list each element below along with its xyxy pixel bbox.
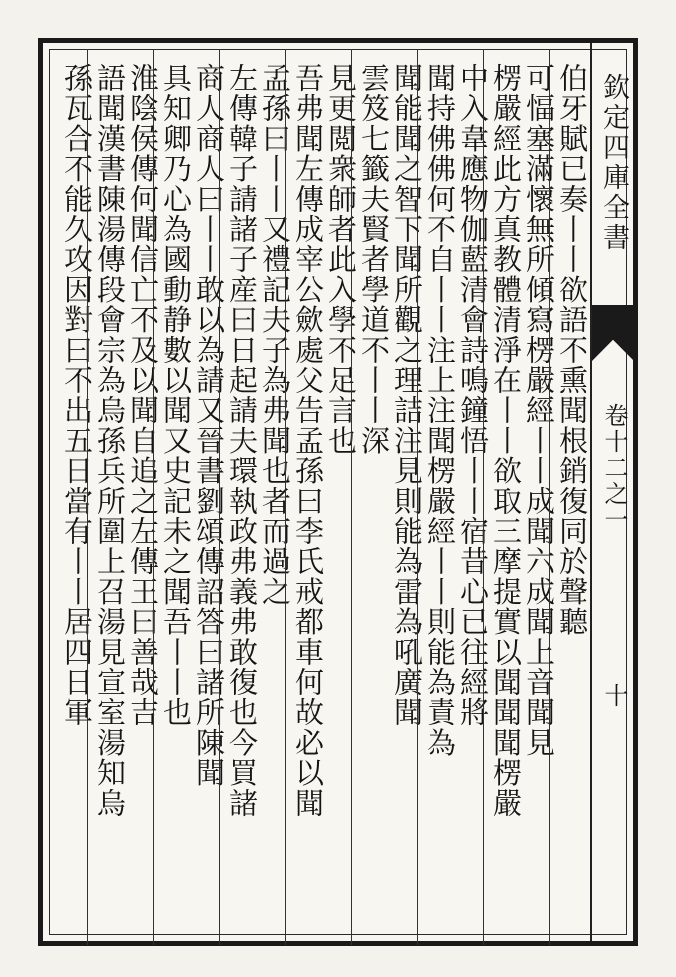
text-column-13: 具知卿乃心為國動静數以聞又史記未之聞吾丨丨也 [159, 63, 193, 728]
column-rule [87, 49, 88, 945]
fish-tail-mark [592, 305, 634, 361]
column-rule [549, 49, 550, 945]
column-rule [285, 49, 286, 945]
book-title: 欽定四庫全書 [598, 73, 629, 253]
column-rule [351, 49, 352, 945]
text-column-5: 聞持佛佛何不自丨丨注上注聞楞嚴經丨丨則能為責為 [423, 63, 457, 758]
text-column-7: 雲笈七籤夫賢者學道不丨丨深 [357, 63, 391, 456]
text-column-3: 楞嚴經此方真教體清淨在丨丨欲取三摩提實以聞聞聞楞嚴 [489, 63, 523, 818]
volume-label: 卷十二之一 [600, 403, 628, 533]
column-rule [417, 49, 418, 945]
column-rule [153, 49, 154, 945]
text-column-11: 左傳韓子請諸子産曰日起請夫環執政弗義弗敢復也今買諸 [225, 63, 259, 818]
column-rule [219, 49, 220, 945]
text-column-10: 孟孫曰丨丨又禮記夫子為弗聞也者而過之 [258, 63, 292, 607]
text-column-4: 中入韋應物伽藍清會詩鳴鐘悟丨丨宿昔心已往經將 [456, 63, 490, 728]
text-column-8: 見更閲衆師者此入學不足言也 [324, 63, 358, 456]
page-frame [38, 38, 638, 946]
text-column-1: 伯牙賦已奏丨丨欲語不熏聞根銷復同於聲聽 [555, 63, 589, 637]
page-number: 十 [600, 683, 628, 707]
center-band [590, 43, 632, 941]
text-column-2: 可愊塞滿懷無所傾寫楞嚴經丨丨成聞六成聞上音聞見 [522, 63, 556, 758]
column-rule [483, 49, 484, 945]
text-column-16: 孫瓦合不能久攻因對曰不出五日當有丨丨居四日軍 [60, 63, 94, 728]
text-column-12: 商人商人曰丨丨敢以為請又晉書劉頌傳詔答曰諸所陳聞 [192, 63, 226, 788]
text-column-15: 語聞漢書陳湯傳段會宗為烏孫兵所圍上召湯見宣室湯知烏 [93, 63, 127, 818]
text-column-6: 聞能聞之智下聞所觀之理詰注見則能為雷為吼廣聞 [390, 63, 424, 728]
text-column-9: 吾弗聞左傳成宰公歛處父告孟孫曰李氏戒都車何故必以聞 [291, 63, 325, 818]
text-column-14: 淮陰侯傳何聞信亡不及以聞自追之左傳王曰善哉吉 [126, 63, 160, 728]
